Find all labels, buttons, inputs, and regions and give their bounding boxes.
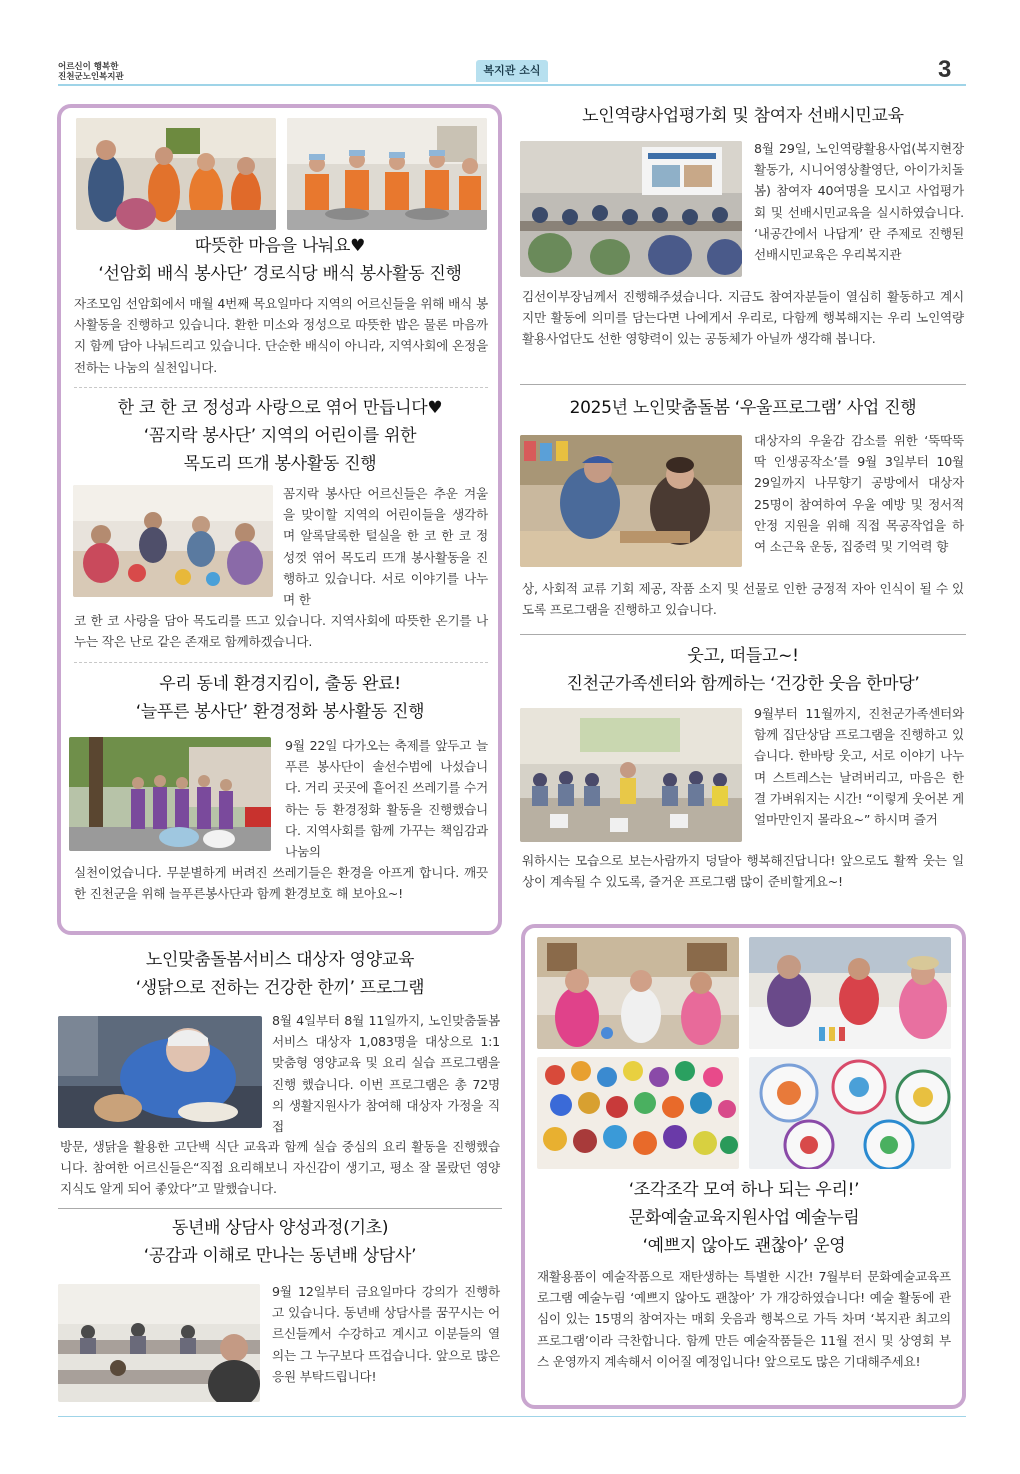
article-body: 워하시는 모습으로 보는사람까지 덩달아 행복해진답니다! 앞으로도 활짝 웃는 일상이 계속될 수 있도록, 즐거운 프로그램 많이 준비할게요~! bbox=[522, 853, 964, 890]
divider bbox=[74, 662, 488, 663]
title-line: 동년배 상담사 양성과정(기초) bbox=[171, 1218, 389, 1238]
divider bbox=[520, 634, 966, 635]
title-line: 문화예술교육지원사업 예술누림 bbox=[628, 1208, 860, 1228]
title-line: 진천군가족센터와 함께하는 ‘건강한 웃음 한마당’ bbox=[566, 674, 920, 694]
photo-cleanup-volunteers bbox=[69, 737, 271, 851]
photo-evaluation-meeting bbox=[520, 141, 742, 277]
article-title bbox=[530, 1176, 958, 1260]
divider bbox=[74, 387, 488, 388]
photo-art-mandala-works bbox=[749, 1057, 951, 1169]
article-body: 재활용품이 예술작품으로 재탄생하는 특별한 시간! 7월부터 문화예술교육프로그램 예술누림 ‘예쁘지 않아도 괜찮아’ 가 개강하였습니다! 예술 활동에 관심이 있는 15명의 참여자는 매회 웃음과 행복으로 가득 차며 ‘복지관 최고의 프로그램’이라 극찬합니다. 함께 만든 예술작품들은 11월 전시 및 상영회 부스 운영까지 계속해서 이어질 예정입니다! 앞으로도 많은 기대해주세요! bbox=[537, 1269, 951, 1369]
org-name-line2: 진천군노인복지관 bbox=[58, 72, 124, 82]
article-body: 9월 22일 다가오는 축제를 앞두고 늘푸른 봉사단이 솔선수범에 나섰습니다. 거리 곳곳에 흩어진 쓰레기를 수거하는 등 환경정화 활동을 진행했습니다. 지역사회를 함께 가꾸는 책임감과 나눔의 bbox=[285, 738, 488, 860]
article-title bbox=[70, 232, 490, 288]
divider bbox=[520, 384, 966, 385]
article-title bbox=[62, 946, 498, 1002]
photo-cooking-education bbox=[58, 1016, 262, 1128]
title-line: 노인맞춤돌봄서비스 대상자 영양교육 bbox=[145, 950, 415, 970]
article-body: 방문, 생닭을 활용한 고단백 식단 교육과 함께 실습 중심의 요리 활동을 진행했습니다. 참여한 어르신들은“직접 요리해보니 자신감이 생기고, 평소 잘 몰랐던 영양 지식도 알게 되어 좋았다”고 말했습니다. bbox=[60, 1139, 500, 1197]
footer-rule bbox=[58, 1416, 966, 1417]
photo-art-class-2 bbox=[749, 937, 951, 1049]
article-body: 김선이부장님께서 진행해주셨습니다. 지금도 참여자분들이 열심히 활동하고 계시지만 활동에 의미를 담는다면 나에게서 우리로, 다함께 행복해지는 우리 노인역량활용사업단도 선한 영향력이 있는 공동체가 아닐까 생각해 봅니다. bbox=[522, 289, 964, 347]
page-number: 3 bbox=[938, 56, 952, 83]
photo-art-bottlecaps bbox=[537, 1057, 739, 1169]
title-line: ‘선암회 배식 봉사단’ 경로식당 배식 봉사활동 진행 bbox=[98, 264, 462, 284]
photo-peer-counselor-class bbox=[58, 1284, 260, 1402]
article-body: 대상자의 우울감 감소를 위한 ‘뚝딱뚝딱 인생공작소’를 9월 3일부터 10월 29일까지 나무향기 공방에서 대상자 25명이 참여하여 우울 예방 및 정서적 안정 지원을 위해 직접 목공작업을 하여 소근육 운동, 집중력 및 기억력 향 bbox=[754, 433, 964, 555]
article-title bbox=[520, 642, 966, 698]
title-line: 목도리 뜨개 봉사활동 진행 bbox=[183, 454, 377, 474]
photo-art-class-1 bbox=[537, 937, 739, 1049]
title-line: 따뜻한 마음을 나눠요♥ bbox=[194, 236, 366, 256]
photo-woodworking-program bbox=[520, 435, 742, 567]
title-line: ‘예쁘지 않아도 괜찮아’ 운영 bbox=[642, 1236, 846, 1256]
article-body: 꼼지락 봉사단 어르신들은 추운 겨울을 맞이할 지역의 어린이들을 생각하며 알록달록한 털실을 한 코 한 코 정성껏 엮어 목도리 뜨개 봉사활동을 진행하고 있습니다. 서로 이야기를 나누며 한 bbox=[283, 486, 488, 608]
photo-laughter-program bbox=[520, 708, 742, 842]
article-body: 상, 사회적 교류 기회 제공, 작품 소지 및 선물로 인한 긍정적 자아 인식이 될 수 있도록 프로그램을 진행하고 있습니다. bbox=[522, 581, 964, 618]
divider bbox=[58, 1208, 502, 1209]
article-body: 자조모임 선암회에서 매월 4번째 목요일마다 지역의 어르신들을 위해 배식 봉사활동을 진행하고 있습니다. 환한 미소와 정성으로 따뜻한 밥은 물론 마음까지 함께 담아 나눠드리고 있습니다. 단순한 배식이 아니라, 지역사회에 온정을 전하는 나눔의 실천입니다. bbox=[74, 296, 488, 375]
photo-meal-serving-1 bbox=[76, 118, 276, 230]
photo-knitting-volunteers bbox=[73, 485, 273, 597]
article-body: 9월 12일부터 금요일마다 강의가 진행하고 있습니다. 동년배 상담사를 꿈꾸시는 어르신들께서 수강하고 계시고 이분들의 열의는 그 누구보다 뜨겁습니다. 앞으로 많은 응원 부탁드립니다! bbox=[272, 1284, 500, 1384]
article-body: 9월부터 11월까지, 진천군가족센터와 함께 집단상담 프로그램을 진행하고 있습니다. 한바탕 웃고, 서로 이야기 나누며 스트레스는 날려버리고, 마음은 한결 가벼워지는 시간! “이렇게 웃어본 게 얼마만인지 몰라요~” 하시며 즐거 bbox=[754, 706, 964, 828]
title-line: ‘공감과 이해로 만나는 동년배 상담사’ bbox=[143, 1246, 417, 1266]
article-body: 실천이었습니다. 무분별하게 버려진 쓰레기들은 환경을 아프게 합니다. 깨끗한 진천군을 위해 늘푸른봉사단과 함께 환경보호 해 보아요~! bbox=[74, 865, 488, 902]
title-line: ‘생닭으로 전하는 건강한 한끼’ 프로그램 bbox=[135, 978, 425, 998]
photo-meal-serving-2 bbox=[287, 118, 487, 230]
org-name bbox=[58, 62, 124, 82]
title-line: ‘조각조각 모여 하나 되는 우리!’ bbox=[628, 1180, 860, 1200]
title-line: 우리 동네 환경지킴이, 출동 완료! bbox=[159, 674, 401, 694]
article-title bbox=[70, 670, 490, 726]
article-title: 노인역량사업평가회 및 참여자 선배시민교육 bbox=[582, 106, 904, 126]
article-body: 8월 4일부터 8월 11일까지, 노인맞춤돌봄서비스 대상자 1,083명을 대상으로 1:1 맞춤형 영양교육 및 요리 실습 프로그램을 진행 했습니다. 이번 프로그램은 총 72명의 생활지원사가 참여해 대상자 가정을 직접 bbox=[272, 1013, 500, 1135]
title-line: 한 코 한 코 정성과 사랑으로 엮어 만듭니다♥ bbox=[117, 398, 443, 418]
article-title bbox=[62, 1214, 498, 1270]
title-line: ‘꼼지락 봉사단’ 지역의 어린이를 위한 bbox=[143, 426, 417, 446]
article-body: 코 한 코 사랑을 담아 목도리를 뜨고 있습니다. 지역사회에 따뜻한 온기를 나누는 작은 난로 같은 존재로 함께하겠습니다. bbox=[74, 613, 488, 650]
section-tab: 복지관 소식 bbox=[476, 60, 548, 82]
header-rule bbox=[58, 84, 966, 86]
title-line: 웃고, 떠들고~! bbox=[687, 646, 799, 666]
article-title: 2025년 노인맞춤돌봄 ‘우울프로그램’ 사업 진행 bbox=[569, 398, 917, 418]
article-title bbox=[70, 394, 490, 478]
article-body: 8월 29일, 노인역량활용사업(복지현장활동가, 시니어영상촬영단, 아이가치돌봄) 참여자 40여명을 모시고 사업평가회 및 선배시민교육을 실시하였습니다. ‘내공간에서 나답게’ 란 주제로 진행된 선배시민교육은 우리복지관 bbox=[754, 141, 964, 263]
title-line: ‘늘푸른 봉사단’ 환경정화 봉사활동 진행 bbox=[135, 702, 425, 722]
org-name-line1: 어르신이 행복한 bbox=[58, 62, 119, 72]
